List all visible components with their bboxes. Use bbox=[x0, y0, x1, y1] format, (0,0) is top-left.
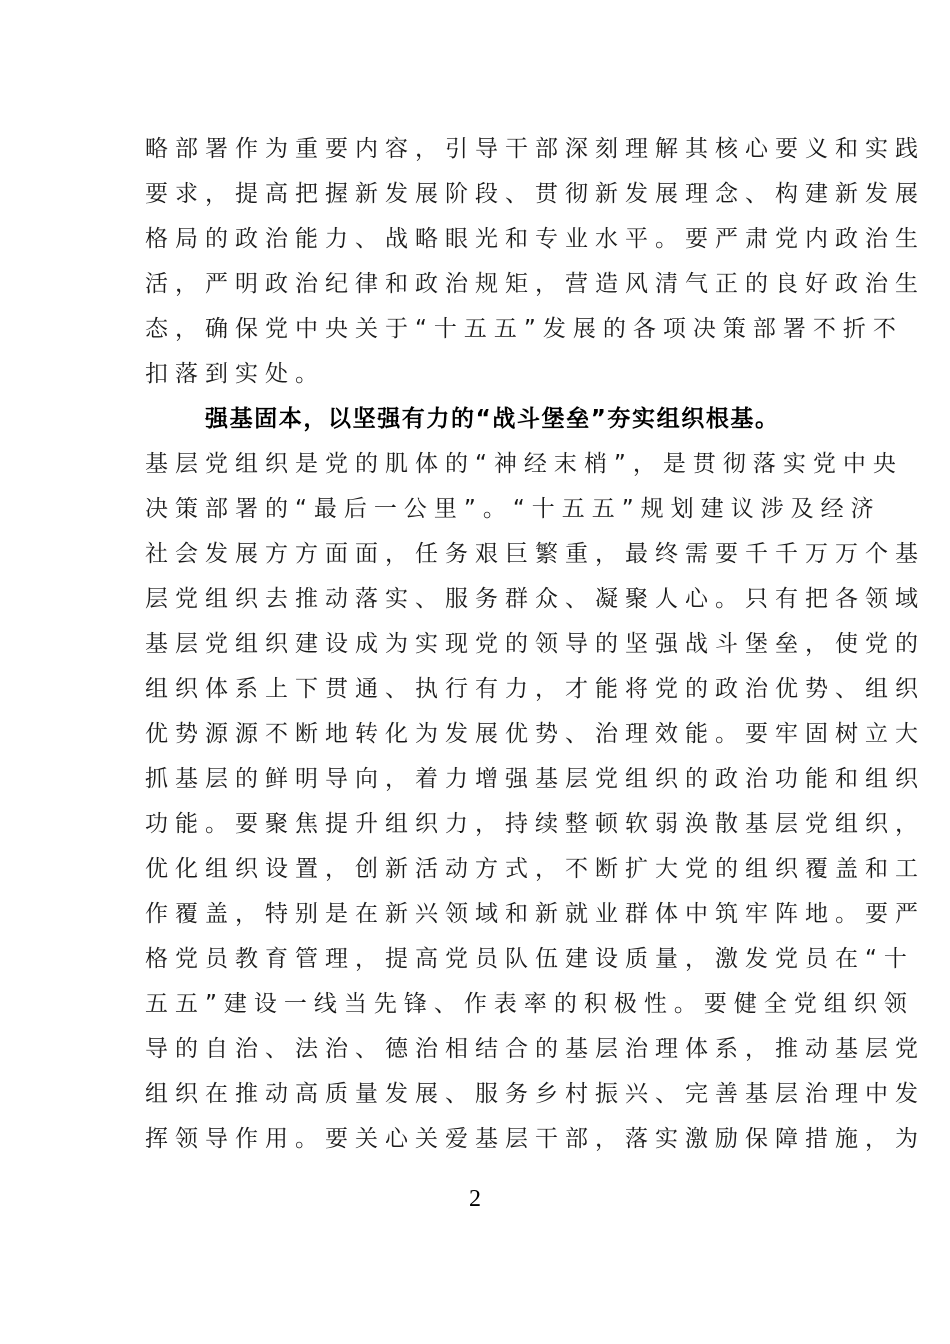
text-line: 格党员教育管理，提高党员队伍建设质量，激发党员在“十 bbox=[145, 946, 914, 972]
text-line: 略部署作为重要内容，引导干部深刻理解其核心要义和实践 bbox=[145, 136, 925, 162]
text-line: 活，严明政治纪律和政治规矩，营造风清气正的良好政治生 bbox=[145, 271, 925, 297]
text-line: 组织体系上下贯通、执行有力，才能将党的政治优势、组织 bbox=[145, 676, 925, 702]
text-line: 优化组织设置，创新活动方式，不断扩大党的组织覆盖和工 bbox=[145, 856, 925, 882]
text-line: 基层党组织是党的肌体的“神经末梢”，是贯彻落实党中央 bbox=[145, 451, 903, 477]
text-line: 五五”建设一线当先锋、作表率的积极性。要健全党组织领 bbox=[145, 991, 914, 1017]
text-line: 优势源源不断地转化为发展优势、治理效能。要牢固树立大 bbox=[145, 721, 925, 747]
text-line: 作覆盖，特别是在新兴领域和新就业群体中筑牢阵地。要严 bbox=[145, 901, 925, 927]
text-line: 态，确保党中央关于“十五五”发展的各项决策部署不折不 bbox=[145, 316, 903, 342]
section-heading: 强基固本，以坚强有力的“战斗堡垒”夯实组织根基。 bbox=[205, 406, 780, 432]
text-line: 挥领导作用。要关心关爱基层干部，落实激励保障措施，为 bbox=[145, 1126, 925, 1152]
text-line: 组织在推动高质量发展、服务乡村振兴、完善基层治理中发 bbox=[145, 1081, 925, 1107]
text-line: 扣落到实处。 bbox=[145, 361, 325, 387]
body-text bbox=[145, 127, 925, 1162]
text-line: 社会发展方方面面，任务艰巨繁重，最终需要千千万万个基 bbox=[145, 541, 925, 567]
text-line: 要求，提高把握新发展阶段、贯彻新发展理念、构建新发展 bbox=[145, 181, 925, 207]
text-line: 功能。要聚焦提升组织力，持续整顿软弱涣散基层党组织， bbox=[145, 811, 925, 837]
text-line: 决策部署的“最后一公里”。“十五五”规划建议涉及经济 bbox=[145, 496, 881, 522]
text-line: 基层党组织建设成为实现党的领导的坚强战斗堡垒，使党的 bbox=[145, 631, 925, 657]
page-number: 2 bbox=[469, 1186, 481, 1212]
text-line: 格局的政治能力、战略眼光和专业水平。要严肃党内政治生 bbox=[145, 226, 925, 252]
text-line: 导的自治、法治、德治相结合的基层治理体系，推动基层党 bbox=[145, 1036, 925, 1062]
text-line: 抓基层的鲜明导向，着力增强基层党组织的政治功能和组织 bbox=[145, 766, 925, 792]
text-line: 层党组织去推动落实、服务群众、凝聚人心。只有把各领域 bbox=[145, 586, 925, 612]
